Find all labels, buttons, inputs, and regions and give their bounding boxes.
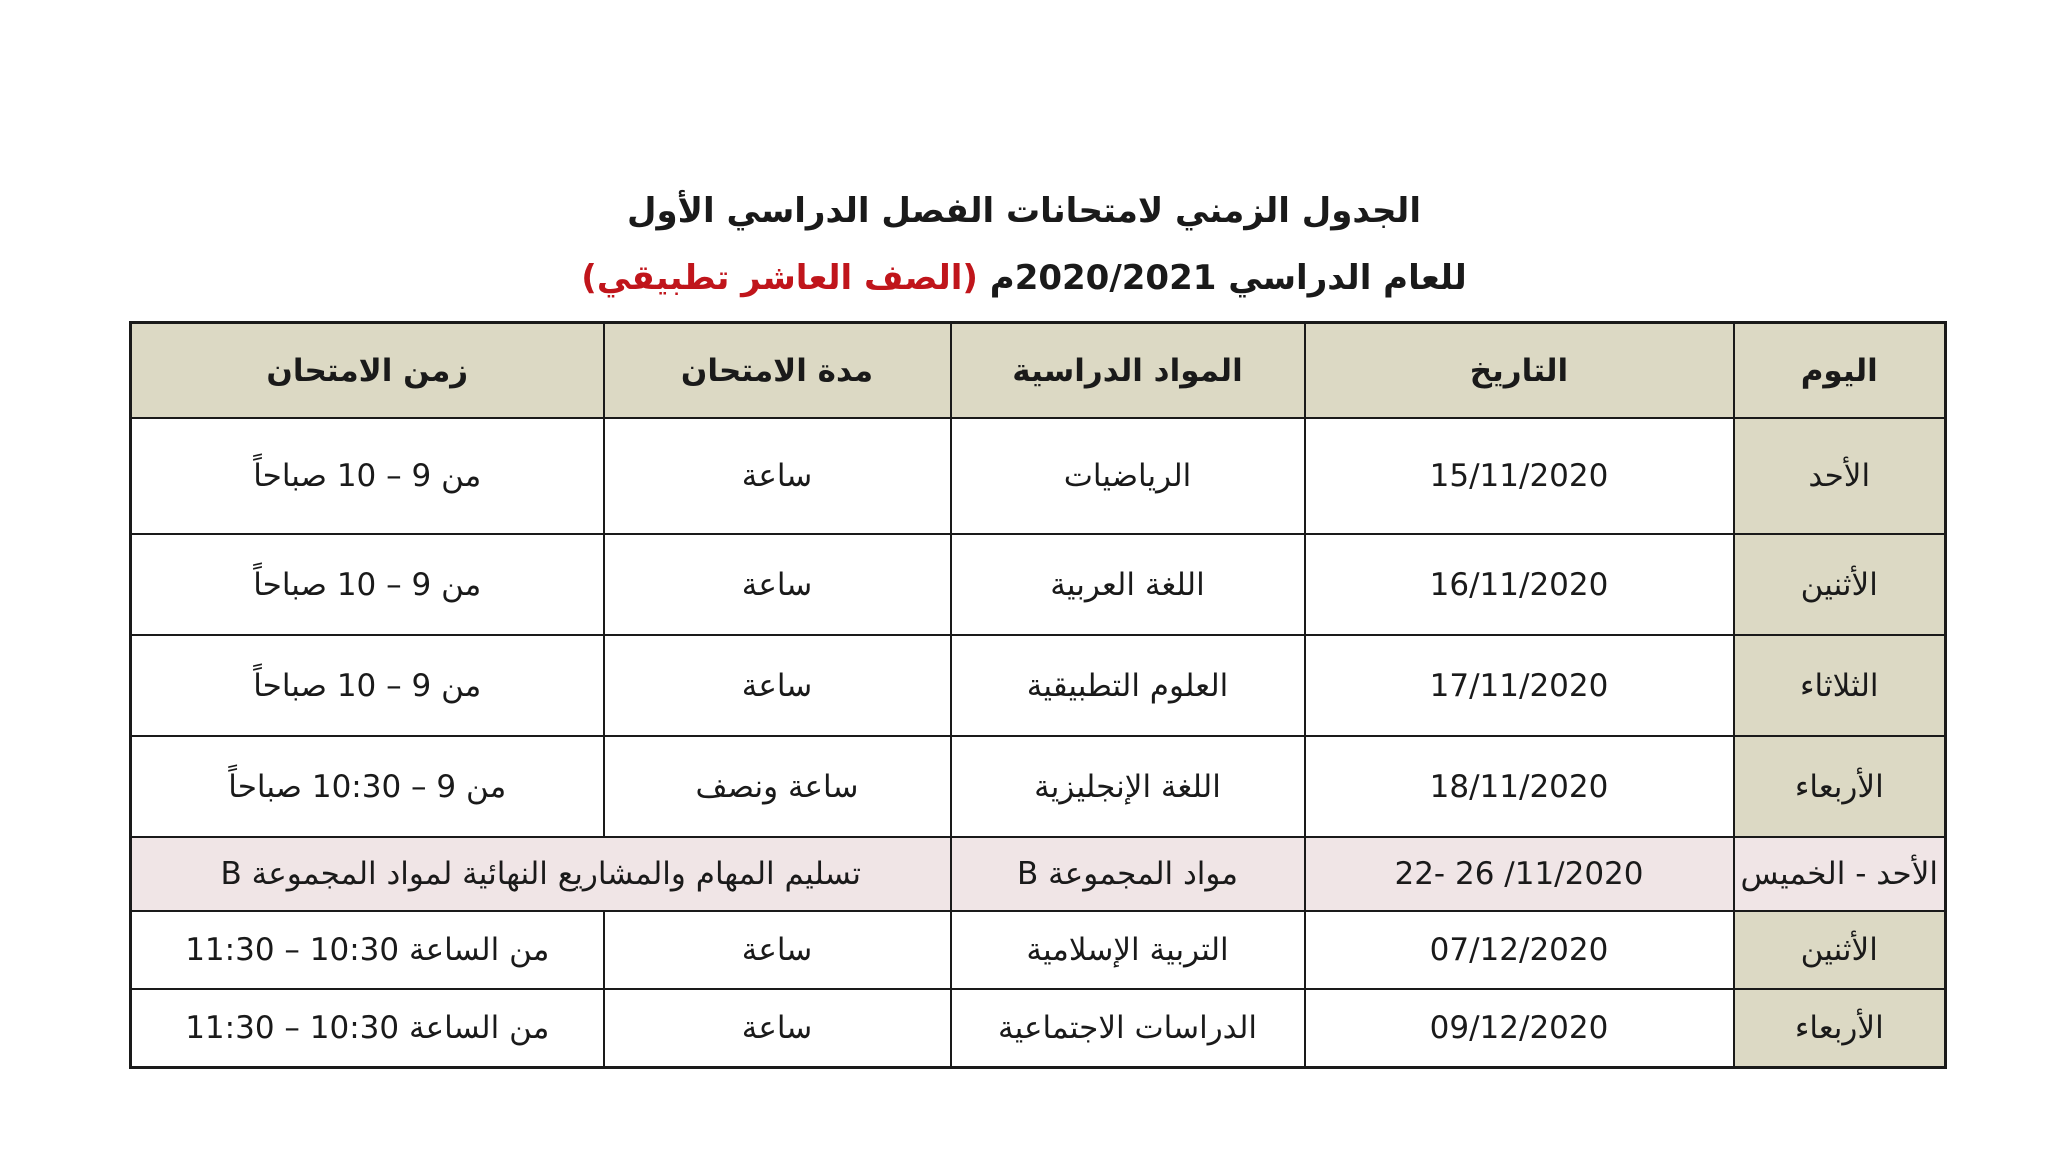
header-subject: المواد الدراسية xyxy=(951,323,1305,419)
cell-duration: ساعة xyxy=(604,989,951,1068)
cell-subject: اللغة العربية xyxy=(951,534,1305,635)
cell-day: الأحد - الخميس xyxy=(1734,837,1946,911)
group-date-range: 22- 26 /11/2020 xyxy=(1394,856,1644,892)
table-row xyxy=(131,418,1946,534)
cell-day: الثلاثاء xyxy=(1734,635,1946,736)
cell-time: من 9 – 10 صباحاً xyxy=(131,635,604,736)
grade-label: (الصف العاشر تطبيقي) xyxy=(581,258,978,298)
cell-date xyxy=(1305,837,1734,911)
cell-date: 09/12/2020 xyxy=(1305,989,1734,1068)
cell-date: 15/11/2020 xyxy=(1305,418,1734,534)
table-row xyxy=(131,534,1946,635)
cell-group-note: تسليم المهام والمشاريع النهائية لمواد المجموعة B xyxy=(131,837,951,911)
header-duration: مدة الامتحان xyxy=(604,323,951,419)
cell-day: الأربعاء xyxy=(1734,736,1946,837)
cell-time: من 9 – 10 صباحاً xyxy=(131,534,604,635)
cell-date: 16/11/2020 xyxy=(1305,534,1734,635)
cell-duration: ساعة xyxy=(604,911,951,989)
header-date: التاريخ xyxy=(1305,323,1734,419)
cell-subject: التربية الإسلامية xyxy=(951,911,1305,989)
cell-time: من الساعة 10:30 – 11:30 xyxy=(131,911,604,989)
cell-duration: ساعة xyxy=(604,635,951,736)
schedule-subtitle xyxy=(0,250,2048,306)
cell-time: من الساعة 10:30 – 11:30 xyxy=(131,989,604,1068)
header-day: اليوم xyxy=(1734,323,1946,419)
cell-subject: الدراسات الاجتماعية xyxy=(951,989,1305,1068)
exam-schedule-table xyxy=(129,321,1947,1069)
cell-day: الأثنين xyxy=(1734,911,1946,989)
cell-day: الأحد xyxy=(1734,418,1946,534)
table-header-row xyxy=(131,323,1946,419)
cell-time: من 9 – 10 صباحاً xyxy=(131,418,604,534)
cell-duration: ساعة xyxy=(604,534,951,635)
cell-subject: اللغة الإنجليزية xyxy=(951,736,1305,837)
schedule-title: الجدول الزمني لامتحانات الفصل الدراسي الأول xyxy=(627,191,1421,231)
cell-duration: ساعة ونصف xyxy=(604,736,951,837)
cell-date: 18/11/2020 xyxy=(1305,736,1734,837)
academic-year-text: للعام الدراسي 2020/2021م xyxy=(989,258,1467,298)
group-b-row xyxy=(131,837,1946,911)
cell-date: 07/12/2020 xyxy=(1305,911,1734,989)
cell-subject: العلوم التطبيقية xyxy=(951,635,1305,736)
table-row xyxy=(131,989,1946,1068)
table-row xyxy=(131,635,1946,736)
table-row xyxy=(131,736,1946,837)
cell-time: من 9 – 10:30 صباحاً xyxy=(131,736,604,837)
cell-subject: مواد المجموعة B xyxy=(951,837,1305,911)
cell-day: الأثنين xyxy=(1734,534,1946,635)
table-row xyxy=(131,911,1946,989)
cell-subject: الرياضيات xyxy=(951,418,1305,534)
cell-date: 17/11/2020 xyxy=(1305,635,1734,736)
header-time: زمن الامتحان xyxy=(131,323,604,419)
cell-duration: ساعة xyxy=(604,418,951,534)
cell-day: الأربعاء xyxy=(1734,989,1946,1068)
